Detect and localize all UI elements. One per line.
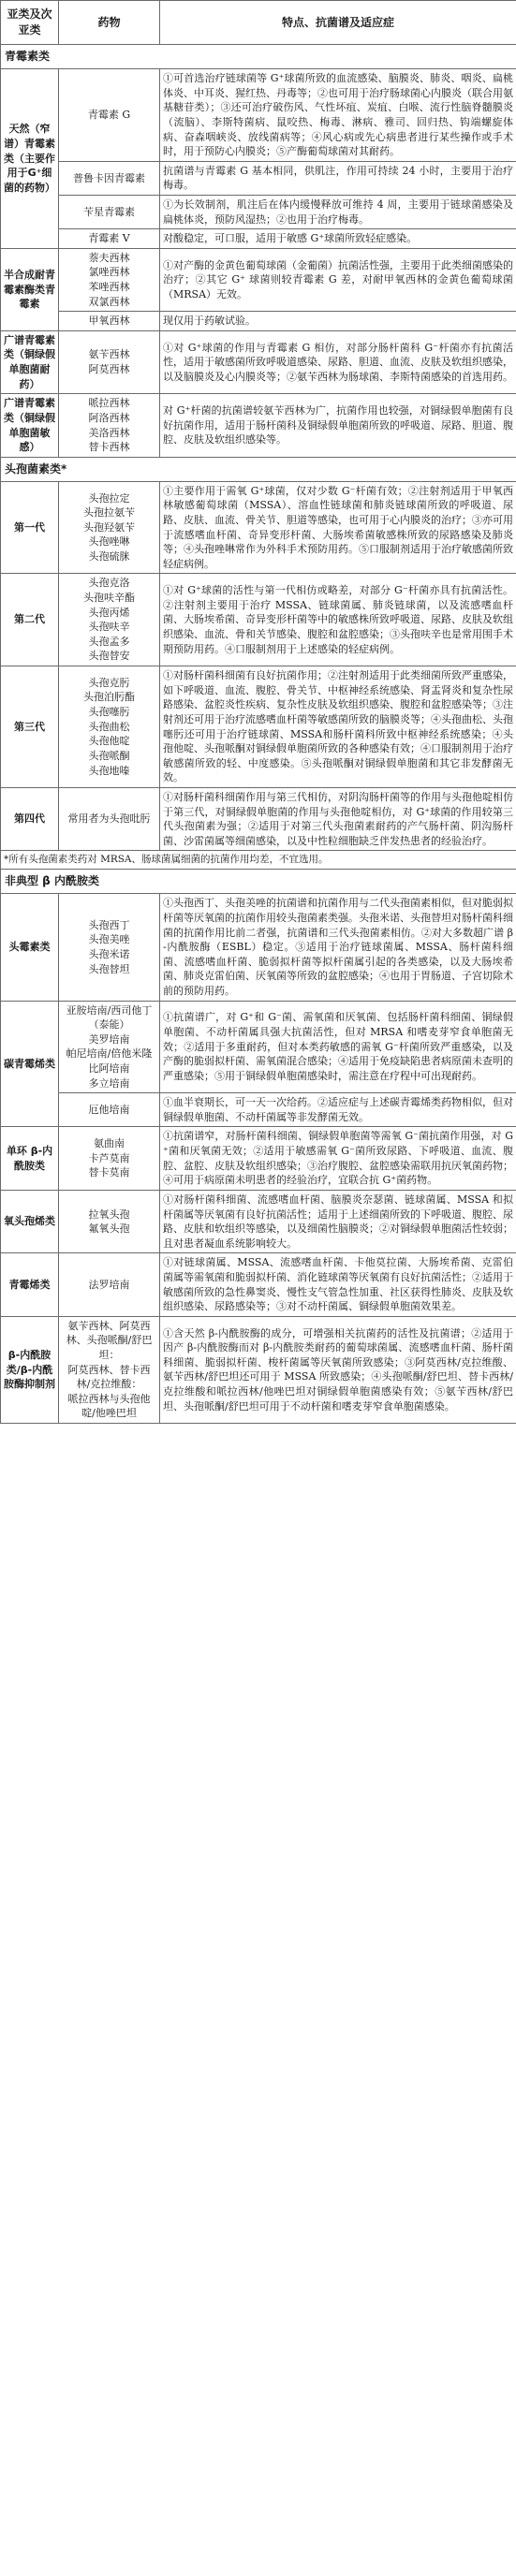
table-row xyxy=(1,330,516,393)
subclass-label: 碳青霉烯类 xyxy=(1,1001,59,1127)
table-row xyxy=(1,1093,516,1127)
subclass-label: 头霉素类 xyxy=(1,894,59,1001)
table-row xyxy=(1,666,516,788)
section-row xyxy=(1,45,516,69)
table-row xyxy=(1,1253,516,1316)
subclass-label: 半合成耐青霉素酶类青霉素 xyxy=(1,248,59,330)
drug-name: 头孢孟多 xyxy=(88,635,130,648)
drug-name: 氨曲南 xyxy=(94,1137,125,1150)
drug-name: 头孢泊肟酯 xyxy=(83,691,135,704)
drug-name: 阿莫西林 xyxy=(88,363,130,376)
subclass-label: 广谱青霉素类（铜绿假单胞菌敏感） xyxy=(1,394,59,457)
drug-name: 氯唑西林 xyxy=(88,266,130,279)
header-features: 特点、抗菌谱及适应症 xyxy=(160,1,516,45)
drug-names xyxy=(59,574,160,666)
table-row xyxy=(1,229,516,249)
section-row xyxy=(1,870,516,894)
subclass-label: 第四代 xyxy=(1,787,59,850)
drug-name: 比阿培南 xyxy=(88,1062,130,1076)
drug-description: ①抗菌谱广，对 G⁺和 G⁻菌、需氧菌和厌氧菌、包括肠杆菌科细菌、铜绿假单胞菌、不动杆菌属具强大抗菌活性，但对 MRSA 和嗜麦芽窄食单胞菌无效；②适用于多重耐药，但对本类药敏感的需氧 G⁻杆菌所致严重感染，以及产酶的脆弱拟杆菌、需氧菌混合感染；④适用于免疫缺陷患者病原菌未查明的严重感染；⑤用于铜绿假单胞菌感染时，需注意在疗程中可出现耐药。 xyxy=(160,1001,516,1093)
footnote: *所有头孢菌素类药对 MRSA、肠球菌属细菌的抗菌作用均差，不宜选用。 xyxy=(1,851,516,870)
drug-name: 苄星青霉素 xyxy=(83,205,135,218)
subclass-label: 单环 β-内酰胺类 xyxy=(1,1127,59,1190)
drug-name: 氟氧头孢 xyxy=(88,1222,130,1236)
table-row xyxy=(1,894,516,1001)
drug-name: 头孢他啶 xyxy=(88,735,130,748)
drug-name: 头孢拉定 xyxy=(88,491,130,505)
table-row xyxy=(1,248,516,311)
subclass-label: 第二代 xyxy=(1,574,59,666)
drug-name: 亚胺培南/西司他丁（泰能） xyxy=(66,1003,153,1032)
header-subclass: 亚类及次亚类 xyxy=(1,1,59,45)
drug-name: 头孢曲松 xyxy=(88,720,130,733)
drug-names xyxy=(59,195,160,228)
drug-name: 哌拉西林与头孢他啶/他唑巴坦 xyxy=(67,1392,151,1420)
subclass-label: 广谱青霉素类（铜绿假单胞菌耐药） xyxy=(1,330,59,393)
subclass-label: 青霉烯类 xyxy=(1,1253,59,1316)
drug-name: 美罗培南 xyxy=(88,1032,130,1046)
drug-description: ①含天然 β-内酰胺酶的成分，可增强相关抗菌药的活性及抗菌谱；②适用于因产 β-内酰胺酶而对 β-内酰胺类耐药的葡萄球菌属、流感嗜血杆菌、肠杆菌科细菌、脆弱拟杆菌、梭杆菌属等厌氧菌所致感染；③阿莫西林/克拉维酸、氨苄西林/舒巴坦还可用于 MSSA 所致感染；④头孢哌酮/舒巴坦、替卡西林/克拉维酸和哌拉西林/他唑巴坦对铜绿假单胞菌感染有效；⑤氨苄西林/舒巴坦、头孢哌酮/舒巴坦可用于不动杆菌和嗜麦芽窄食单胞菌感染。 xyxy=(160,1316,516,1423)
drug-name: 阿洛西林 xyxy=(88,411,130,424)
drug-description: ①抗菌谱窄，对肠杆菌科细菌、铜绿假单胞菌等需氧 G⁻菌抗菌作用强，对 G⁺菌和厌氧菌无效；②适用于敏感需氧 G⁻菌所致尿路、下呼吸道、血流、腹腔、盆腔、皮肤及软组织感染；③治疗腹腔、盆腔感染需联用抗厌氧菌药物；④可用于病原菌未明患者的经验治疗，宜联合抗 G⁺菌药物。 xyxy=(160,1127,516,1190)
drug-description: 对酸稳定，可口服，适用于敏感 G⁺球菌所致轻症感染。 xyxy=(160,229,516,249)
section-row xyxy=(1,457,516,481)
section-title: 头孢菌素类* xyxy=(1,457,516,481)
drug-name: 头孢美唑 xyxy=(88,933,130,946)
drug-names xyxy=(59,1190,160,1252)
drug-names xyxy=(59,394,160,457)
drug-names xyxy=(59,330,160,393)
table-row xyxy=(1,1001,516,1093)
header-drug: 药物 xyxy=(59,1,160,45)
drug-name: 头孢硫脒 xyxy=(88,549,130,563)
drug-description: ①头孢西丁、头孢美唑的抗菌谱和抗菌作用与二代头孢菌素相似，但对脆弱拟杆菌等厌氧菌的抗菌作用较头孢菌素类强。头孢米诺、头孢替坦对肠杆菌科细菌的抗菌作用比前二者强，抗菌谱和三代头孢菌素相仿。②对大多数超广谱 β-内酰胺酶（ESBL）稳定。③适用于治疗链球菌属、MSSA、肠杆菌科细菌、流感嗜血杆菌、脆弱拟杆菌等拟杆菌属引起的各类感染，以及大肠埃希菌、肺炎克雷伯菌、厌氧菌等所致的盆腔感染；④也用于胃肠道、子宫切除术前的预防用药。 xyxy=(160,894,516,1001)
drug-names xyxy=(59,894,160,1001)
drug-names xyxy=(59,666,160,788)
drug-name: 拉氧头孢 xyxy=(88,1208,130,1221)
table-row xyxy=(1,195,516,228)
table-row xyxy=(1,1316,516,1423)
section-title: 非典型 β 内酰胺类 xyxy=(1,870,516,894)
drug-names xyxy=(59,229,160,249)
drug-names xyxy=(59,248,160,311)
drug-name: 替卡莫南 xyxy=(88,1166,130,1179)
drug-names xyxy=(59,1093,160,1127)
drug-name: 头孢克洛 xyxy=(88,577,130,590)
drug-name: 氨苄西林、阿莫西林、头孢哌酮/舒巴坦： xyxy=(66,1319,153,1361)
drug-description: ①为长效制剂，肌注后在体内缓慢释放可维持 4 周，主要用于链球菌感染及扁桃体炎，预防风湿热；②也用于治疗梅毒。 xyxy=(160,195,516,228)
table-header-row xyxy=(1,1,516,45)
drug-description: ①对链球菌属、MSSA、流感嗜血杆菌、卡他莫拉菌、大肠埃希菌、克雷伯菌属等需氧菌和脆弱拟杆菌、消化链球菌等厌氧菌有良好抗菌活性；②适用于敏感菌所致的急性鼻窦炎、慢性支气管急性加重、社区获得性肺炎、皮肤及软组织感染、尿路感染等；③对不动杆菌属、铜绿假单胞菌效果差。 xyxy=(160,1253,516,1316)
table-row xyxy=(1,574,516,666)
drug-name: 头孢羟氨苄 xyxy=(83,520,135,534)
drug-name: 头孢呋辛 xyxy=(88,621,130,634)
drug-names xyxy=(59,312,160,331)
table-row xyxy=(1,312,516,331)
subclass-label: 第三代 xyxy=(1,666,59,788)
drug-names xyxy=(59,1001,160,1093)
drug-name: 卡芦莫南 xyxy=(88,1151,130,1164)
drug-names xyxy=(59,69,160,162)
drug-name: 萘夫西林 xyxy=(88,251,130,264)
drug-name: 普鲁卡因青霉素 xyxy=(73,171,145,184)
table-row xyxy=(1,1190,516,1252)
drug-description: 现仅用于药敏试验。 xyxy=(160,312,516,331)
drug-names xyxy=(59,161,160,195)
drug-name: 法罗培南 xyxy=(88,1278,130,1291)
drug-name: 头孢米诺 xyxy=(88,947,130,960)
drug-description: ①对 G⁺球菌的作用与青霉素 G 相仿，对部分肠杆菌科 G⁻杆菌亦有抗菌活性，适用于敏感菌所致呼吸道感染、尿路、胆道、血流、皮肤及软组织感染，以及脑膜炎及心内膜炎等；②氨苄西林为肠球菌、李斯特菌感染的首选用药。 xyxy=(160,330,516,393)
drug-name: 多立培南 xyxy=(88,1076,130,1090)
drug-name: 头孢地嗪 xyxy=(88,764,130,777)
drug-name: 头孢西丁 xyxy=(88,918,130,931)
drug-names xyxy=(59,787,160,850)
drug-name: 头孢丙烯 xyxy=(88,606,130,619)
drug-name: 厄他培南 xyxy=(88,1104,130,1117)
section-title: 青霉素类 xyxy=(1,45,516,69)
drug-name: 帕尼培南/倍他米隆 xyxy=(66,1047,153,1061)
drug-names xyxy=(59,481,160,574)
table-row xyxy=(1,394,516,457)
drug-name: 头孢噻肟 xyxy=(88,706,130,719)
drug-name: 甲氧西林 xyxy=(88,315,130,328)
drug-description: ①主要作用于需氧 G⁺球菌，仅对少数 G⁻杆菌有效；②注射剂适用于甲氧西林敏感葡萄球菌（MSSA）、溶血性链球菌和肺炎链球菌所致的呼吸道、尿路、皮肤、血流、骨关节、胆道等感染，也可用于心内膜炎的治疗；③亦可用于流感嗜血杆菌、奇异变形杆菌、大肠埃希菌敏感株所致的尿路感染及肺炎等；④头孢唑啉常作为外科手术预防用药。⑤口服制剂适用于治疗敏感菌所致轻症病例。 xyxy=(160,481,516,574)
drug-description: 抗菌谱与青霉素 G 基本相同，供肌注，作用可持续 24 小时，主要用于治疗梅毒。 xyxy=(160,161,516,195)
drug-names xyxy=(59,1253,160,1316)
subclass-label: 第一代 xyxy=(1,481,59,574)
drug-names xyxy=(59,1316,160,1423)
drug-description: ①对肠杆菌科细菌有良好抗菌作用；②注射剂适用于此类细菌所致严重感染，如下呼吸道、血流、腹腔、骨关节、中枢神经系统感染、肾盂肾炎和复杂性尿路感染、盆腔炎性疾病、复杂性皮肤及软组织感染、腹腔和盆腔感染等；③注射剂还可用于治疗流感嗜血杆菌等敏感菌所致的脑膜炎等；④头孢曲松、头孢噻肟还可用于治疗链球菌、MSSA和肠杆菌科所致中枢神经系统感染；④头孢他啶、头孢哌酮对铜绿假单胞菌所致的各种感染有效；④口服制剂用于治疗敏感菌所致的轻、中度感染。⑤头孢哌酮对铜绿假单胞菌和其它非发酵菌无效。 xyxy=(160,666,516,788)
drug-name: 头孢哌酮 xyxy=(88,749,130,762)
drug-name: 青霉素 V xyxy=(88,232,130,245)
table-row xyxy=(1,69,516,162)
drug-name: 替卡西林 xyxy=(88,441,130,454)
drug-name: 双氯西林 xyxy=(88,295,130,308)
table-body xyxy=(1,45,516,1424)
drug-name: 头孢唑啉 xyxy=(88,535,130,549)
drug-names xyxy=(59,1127,160,1190)
subclass-label: 天然（窄谱）青霉素类（主要作用于G⁺细菌的药物） xyxy=(1,69,59,249)
table-row xyxy=(1,161,516,195)
drug-description: ①血半衰期长，可一天一次给药。②适应症与上述碳青霉烯类药物相似，但对铜绿假单胞菌、不动杆菌属等非发酵菌无效。 xyxy=(160,1093,516,1127)
drug-name: 氨苄西林 xyxy=(88,348,130,361)
drug-description: ①对肠杆菌科细菌、流感嗜血杆菌、脑膜炎奈瑟菌、链球菌属、MSSA 和拟杆菌属等厌氧菌有良好抗菌活性；适用于上述细菌所致的下呼吸道、腹腔、尿路、皮肤和软组织等感染，以及细菌性脑膜炎；②对铜绿假单胞菌活性较弱；且对患者凝血系统影响较大。 xyxy=(160,1190,516,1252)
drug-description: 对 G⁺杆菌的抗菌谱较氨苄西林为广，抗菌作用也较强，对铜绿假单胞菌有良好抗菌作用，适用于肠杆菌科及铜绿假单胞菌所致的呼吸道、尿路、胆道、腹腔、皮肤及软组织感染等。 xyxy=(160,394,516,457)
drug-name: 头孢克肟 xyxy=(88,676,130,689)
table-row xyxy=(1,481,516,574)
drug-name: 头孢拉氨苄 xyxy=(83,506,135,520)
drug-name: 头孢替安 xyxy=(88,650,130,663)
drug-name: 头孢替坦 xyxy=(88,962,130,975)
subclass-label: 氧头孢烯类 xyxy=(1,1190,59,1252)
drug-name: 阿莫西林、替卡西林/克拉维酸： xyxy=(67,1363,151,1391)
subclass-label: β-内酰胺类/β-内酰胺酶抑制剂 xyxy=(1,1316,59,1423)
drug-description: ①可首选治疗链球菌等 G⁺球菌所致的血流感染、脑膜炎、肺炎、咽炎、扁桃体炎、中耳炎、猩红热、丹毒等；②也可用于治疗肠球菌心内膜炎（联合用氨基糖苷类）；③还可治疗破伤风、气性坏疽、炭疽、白喉、流行性脑脊髓膜炎（流脑）、李斯特菌病、鼠咬热、梅毒、淋病、雅司、回归热、钩端螺旋体病、奋森咽峡炎、放线菌病等；④风心病或先心病患者进行某些操作或手术时，用于预防心内膜炎；⑤产酶葡萄球菌对其耐药。 xyxy=(160,69,516,162)
drug-name: 美洛西林 xyxy=(88,426,130,439)
drug-name: 青霉素 G xyxy=(87,109,131,122)
table-row xyxy=(1,787,516,850)
drug-description: ①对 G⁺球菌的活性与第一代相仿或略差，对部分 G⁻杆菌亦具有抗菌活性。②注射剂主要用于治疗 MSSA、链球菌属、肺炎链球菌，以及流感嗜血杆菌、大肠埃希菌、奇异变形杆菌等中的敏感株所致呼吸道、尿路、皮肤及软组织感染、血流、骨和关节感染、腹腔和盆腔感染；③头孢呋辛也是常用围手术期预防用药。④口服制剂用于上述感染的轻症病例。 xyxy=(160,574,516,666)
drug-description: ①对产酶的金黄色葡萄球菌（金葡菌）抗菌活性强，主要用于此类细菌感染的治疗；②其它 G⁺ 球菌则较青霉素 G 差，对耐甲氧西林的金黄色葡萄球菌（MRSA）无效。 xyxy=(160,248,516,311)
drug-name: 哌拉西林 xyxy=(88,397,130,410)
drug-description: ①对肠杆菌科细菌作用与第三代相仿，对阴沟肠杆菌等的作用与头孢他啶相仿于第三代，对铜绿假单胞菌的作用与头孢他啶相仿，对 G⁺球菌的作用较第三代头孢菌素为强；②适用于对第三代头孢菌素耐药的产气肠杆菌、阴沟肠杆菌、沙雷菌属等细菌感染，以及中性粒细胞缺乏伴发热患者的经验治疗。 xyxy=(160,787,516,850)
table-row xyxy=(1,1127,516,1190)
drug-name: 苯唑西林 xyxy=(88,281,130,294)
drug-name: 常用者为头孢吡肟 xyxy=(67,812,151,826)
note-row xyxy=(1,851,516,870)
drug-name: 头孢呋辛酯 xyxy=(83,592,135,605)
